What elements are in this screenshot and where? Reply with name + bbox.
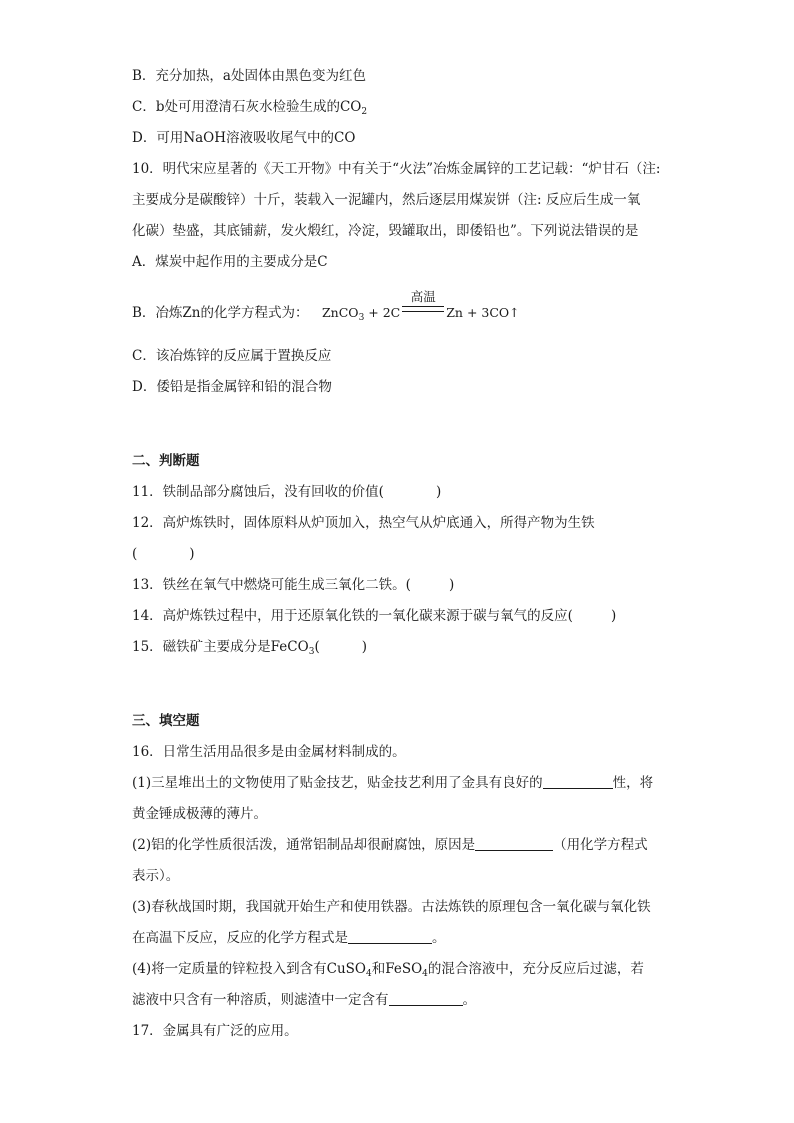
q10-stem-line3: 化碳）垫盛，其底铺薪，发火煅红，冷淀，毁罐取出，即倭铅也”。下列说法错误的是 <box>132 223 639 239</box>
q9-option-d: D．可用NaOH溶液吸收尾气中的CO <box>132 130 356 146</box>
q16-part2-line2: 表示）。 <box>132 868 180 884</box>
q17-stem: 17．金属具有广泛的应用。 <box>132 1023 298 1039</box>
answer-blank-2[interactable] <box>475 836 553 851</box>
answer-blank-3[interactable] <box>348 929 432 944</box>
q16-part4-subscript-1: 4 <box>365 969 372 979</box>
q11-close-paren: ) <box>435 484 442 500</box>
q12-line2 <box>132 545 195 563</box>
q16-part1-tail: 性，将 <box>612 775 654 791</box>
q13-close-paren: ) <box>448 577 455 593</box>
q16-stem: 16．日常生活用品很多是由金属材料制成的。 <box>132 744 406 760</box>
q12-close-paren: ) <box>189 546 195 562</box>
q10-option-c: C．该冶炼锌的反应属于置换反应 <box>132 348 332 364</box>
answer-blank-1[interactable] <box>543 774 613 789</box>
q13-text: 13．铁丝在氧气中燃烧可能生成三氧化二铁。( <box>132 577 411 593</box>
q9-option-c-subscript: 2 <box>361 107 368 117</box>
q11 <box>132 483 441 501</box>
section2-title: 二、判断题 <box>132 453 200 469</box>
q16-part3-tail: 。 <box>432 930 446 946</box>
q9-option-c <box>132 98 367 116</box>
answer-blank-4[interactable] <box>389 991 463 1006</box>
equation-reactant-carbon: + 2C <box>364 305 401 320</box>
q10-option-d: D．倭铅是指金属锌和铅的混合物 <box>132 379 332 395</box>
q16-part4-subscript-2: 4 <box>422 969 428 979</box>
q16-part1-line2: 黄金锤成极薄的薄片。 <box>132 806 267 822</box>
q12-open-paren: ( <box>132 546 138 562</box>
q11-text: 11．铁制品部分腐蚀后，没有回收的价值( <box>132 484 384 500</box>
q16-part3-line2 <box>132 929 446 947</box>
q16-part1-line1 <box>132 774 653 792</box>
q12-line1: 12．高炉炼铁时，固体原料从炉顶加入，热空气从炉底通入，所得产物为生铁 <box>132 515 595 531</box>
q16-part4-text: (4)将一定质量的锌粒投入到含有CuSO <box>132 961 366 977</box>
q16-part3-line1: (3)春秋战国时期，我国就开始生产和使用铁器。古法炼铁的原理包含一氧化碳与氧化铁 <box>132 899 651 915</box>
section3-title: 三、填空题 <box>132 713 200 729</box>
q16-part4-tail: 。 <box>462 992 476 1008</box>
q10-stem-line1: 10．明代宋应星著的《天工开物》中有关于“火法”冶炼金属锌的工艺记载：“炉甘石（注: <box>132 161 661 177</box>
q16-part4-text-3: 的混合溶液中，充分反应后过滤，若 <box>427 961 644 977</box>
q14-close-paren: ) <box>610 608 617 624</box>
q10-stem-line2: 主要成分是碳酸锌）十斤，装载入一泥罐内，然后逐层用煤炭饼（注: 反应后生成一氧 <box>132 192 641 208</box>
q13 <box>132 576 454 594</box>
q15-open-paren: ( <box>314 639 320 655</box>
reaction-condition <box>400 289 446 317</box>
q9-option-c-text: C．b处可用澄清石灰水检验生成的CO <box>132 99 362 115</box>
q16-part3-text: 在高温下反应，反应的化学方程式是 <box>132 930 348 946</box>
q16-part1-text: (1)三星堆出土的文物使用了贴金技艺，贴金技艺利用了金具有良好的 <box>132 775 543 791</box>
q10-option-b-label: B．冶炼Zn的化学方程式为： <box>132 305 309 321</box>
q10-option-a: A．煤炭中起作用的主要成分是C <box>132 254 328 270</box>
equation-subscript: 3 <box>358 313 365 323</box>
reaction-condition-text: 高温 <box>410 289 436 304</box>
q16-part2-line1 <box>132 836 648 854</box>
chemical-equation <box>322 289 520 323</box>
q15-close-paren: ) <box>361 639 367 655</box>
q14-text: 14．高炉炼铁过程中，用于还原氧化铁的一氧化碳来源于碳与氧气的反应( <box>132 608 573 624</box>
q9-option-b: B．充分加热，a处固体由黑色变为红色 <box>132 68 366 84</box>
q16-part2-tail: （用化学方程式 <box>553 837 648 853</box>
equation-equals-sign <box>402 306 444 312</box>
equation-products: Zn + 3CO↑ <box>446 305 520 320</box>
q16-part4-line1 <box>132 960 644 978</box>
q16-part4-text-2: 和FeSO <box>371 961 423 977</box>
q14 <box>132 607 616 625</box>
q16-part4-text-4: 滤液中只含有一种溶质，则滤渣中一定含有 <box>132 992 389 1008</box>
q15-subscript: 3 <box>308 647 315 657</box>
q15-text: 15．磁铁矿主要成分是FeCO <box>132 639 309 655</box>
q16-part4-line2 <box>132 991 476 1009</box>
q15 <box>132 638 367 656</box>
q16-part2-text: (2)铝的化学性质很活泼，通常铝制品却很耐腐蚀，原因是 <box>132 837 476 853</box>
equation-reactant-zinc-carbonate: ZnCO <box>322 305 359 320</box>
